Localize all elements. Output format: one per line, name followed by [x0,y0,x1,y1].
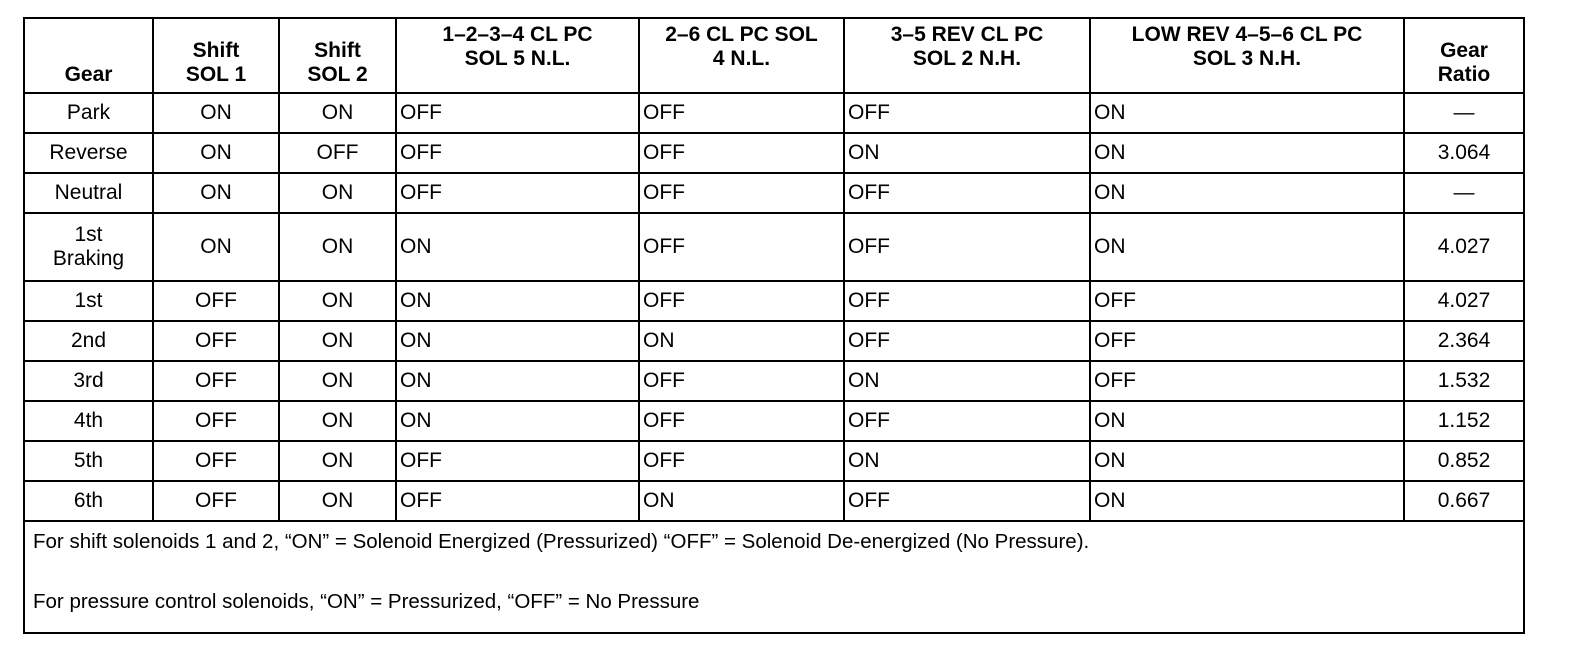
cell-solrev: OFF [844,213,1090,281]
cell-sol4: OFF [639,281,844,321]
cell-sol1: OFF [153,321,279,361]
cell-sol5: OFF [396,93,639,133]
cell-sol5: OFF [396,133,639,173]
cell-solrev: ON [844,441,1090,481]
cell-sol2: ON [279,173,396,213]
cell-solrev: OFF [844,481,1090,521]
cell-sol3: ON [1090,173,1404,213]
table-row [24,213,1524,281]
header-35-rev-cl-pc-sol-2: 3–5 REV CL PC SOL 2 N.H. [844,18,1090,93]
cell-gear: 1st [24,281,153,321]
cell-ratio: 0.667 [1404,481,1524,521]
cell-sol1: OFF [153,281,279,321]
cell-sol3: ON [1090,441,1404,481]
cell-sol3: ON [1090,93,1404,133]
cell-sol3: ON [1090,401,1404,441]
cell-sol4: ON [639,481,844,521]
cell-sol1: OFF [153,441,279,481]
cell-sol2: ON [279,213,396,281]
cell-sol1: ON [153,213,279,281]
cell-sol4: OFF [639,133,844,173]
header-row [24,18,1524,93]
header-shift-sol-2: Shift SOL 2 [279,18,396,93]
cell-gear: 3rd [24,361,153,401]
cell-ratio: 3.064 [1404,133,1524,173]
header-shift-sol-1: Shift SOL 1 [153,18,279,93]
cell-gear: Neutral [24,173,153,213]
cell-sol1: ON [153,173,279,213]
cell-sol2: ON [279,281,396,321]
cell-solrev: OFF [844,281,1090,321]
cell-sol1: ON [153,93,279,133]
header-gear-ratio: Gear Ratio [1404,18,1524,93]
cell-ratio: 4.027 [1404,281,1524,321]
cell-solrev: OFF [844,321,1090,361]
table-row [24,93,1524,133]
cell-sol3: ON [1090,481,1404,521]
table-row [24,361,1524,401]
header-gear: Gear [24,18,153,93]
cell-sol5: OFF [396,173,639,213]
cell-solrev: ON [844,361,1090,401]
cell-sol5: ON [396,361,639,401]
cell-gear: Park [24,93,153,133]
cell-sol3: OFF [1090,321,1404,361]
cell-sol4: OFF [639,173,844,213]
cell-sol1: ON [153,133,279,173]
cell-sol2: ON [279,441,396,481]
table-row [24,133,1524,173]
solenoid-state-table [23,17,1525,634]
cell-sol4: OFF [639,441,844,481]
cell-sol3: OFF [1090,361,1404,401]
cell-solrev: OFF [844,401,1090,441]
cell-sol4: OFF [639,401,844,441]
notes-cell [24,521,1524,633]
cell-ratio: 1.152 [1404,401,1524,441]
note-shift-solenoids: For shift solenoids 1 and 2, “ON” = Solenoid Energized (Pressurized) “OFF” = Solenoid De-energized (No Pressure). [33,530,1090,553]
cell-sol5: ON [396,321,639,361]
cell-sol5: ON [396,213,639,281]
cell-sol5: ON [396,281,639,321]
cell-ratio: 0.852 [1404,441,1524,481]
header-26-cl-pc-sol-4: 2–6 CL PC SOL 4 N.L. [639,18,844,93]
header-low-rev-456-cl-pc-sol-3: LOW REV 4–5–6 CL PC SOL 3 N.H. [1090,18,1404,93]
cell-gear: 6th [24,481,153,521]
cell-gear: 2nd [24,321,153,361]
note-pressure-control-solenoids: For pressure control solenoids, “ON” = Pressurized, “OFF” = No Pressure [33,590,700,613]
table-row [24,321,1524,361]
cell-sol4: OFF [639,361,844,401]
table-row [24,173,1524,213]
cell-solrev: ON [844,133,1090,173]
cell-ratio: 1.532 [1404,361,1524,401]
cell-sol3: ON [1090,213,1404,281]
cell-sol2: ON [279,401,396,441]
cell-sol5: ON [396,401,639,441]
cell-ratio: 4.027 [1404,213,1524,281]
cell-sol2: OFF [279,133,396,173]
cell-sol3: OFF [1090,281,1404,321]
cell-sol5: OFF [396,441,639,481]
notes-row [24,521,1524,633]
cell-sol1: OFF [153,401,279,441]
cell-ratio: 2.364 [1404,321,1524,361]
cell-gear: 1st Braking [24,213,153,281]
header-1234-cl-pc-sol-5: 1–2–3–4 CL PC SOL 5 N.L. [396,18,639,93]
cell-solrev: OFF [844,93,1090,133]
cell-sol2: ON [279,481,396,521]
cell-solrev: OFF [844,173,1090,213]
cell-sol1: OFF [153,481,279,521]
cell-ratio: — [1404,93,1524,133]
cell-sol2: ON [279,321,396,361]
table-row [24,281,1524,321]
cell-sol1: OFF [153,361,279,401]
cell-gear: Reverse [24,133,153,173]
cell-sol4: ON [639,321,844,361]
cell-sol4: OFF [639,213,844,281]
table-row [24,481,1524,521]
cell-sol5: OFF [396,481,639,521]
cell-sol3: ON [1090,133,1404,173]
cell-sol2: ON [279,361,396,401]
table-row [24,441,1524,481]
cell-ratio: — [1404,173,1524,213]
cell-sol2: ON [279,93,396,133]
cell-gear: 4th [24,401,153,441]
cell-gear: 5th [24,441,153,481]
table-row [24,401,1524,441]
cell-sol4: OFF [639,93,844,133]
